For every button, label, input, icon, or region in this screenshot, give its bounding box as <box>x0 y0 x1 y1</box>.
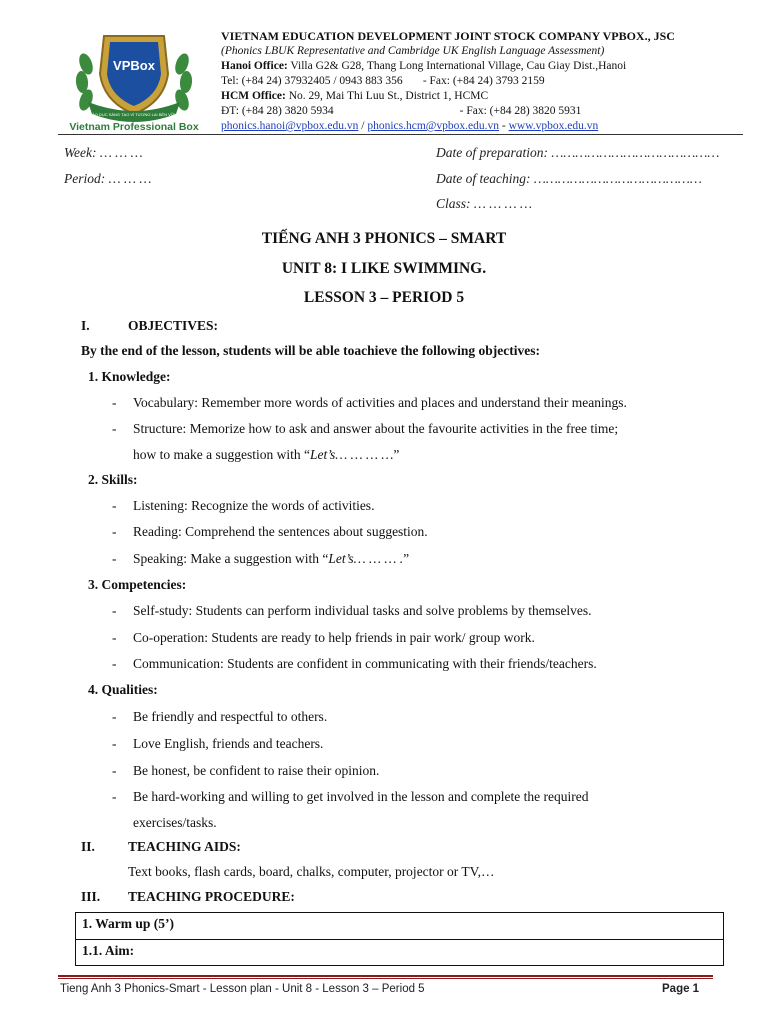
table-row <box>76 913 723 938</box>
section-number-procedure: III. <box>81 889 101 904</box>
quality-item-line2: exercises/tasks. <box>133 815 217 830</box>
quality-item: Be hard-working and willing to get involved in the lesson and complete the required <box>133 789 589 804</box>
vocabulary-item: Vocabulary: Remember more words of activities and places and understand their meanings. <box>133 395 627 410</box>
lesson-title: LESSON 3 – PERIOD 5 <box>303 289 465 306</box>
quality-item: Love English, friends and teachers. <box>133 736 324 751</box>
subject-title: TIẾNG ANH 3 PHONICS – SMART <box>261 230 507 247</box>
structure-item-line2: how to make a suggestion with “Let’s… … … …” <box>133 447 400 462</box>
date-preparation-field: Date of preparation: …………………………………… <box>436 145 720 160</box>
hanoi-contact <box>221 74 741 89</box>
company-logo <box>64 24 204 134</box>
aim-cell: 1.1. Aim: <box>82 943 135 958</box>
qualities-heading: 4. Qualities: <box>88 682 158 697</box>
quality-item: Be friendly and respectful to others. <box>133 709 328 724</box>
link-separator: - <box>499 120 509 132</box>
knowledge-heading: 1. Knowledge: <box>88 369 171 384</box>
lets-phrase: Let’s… … … . <box>328 551 404 566</box>
class-field: Class: … … … … <box>436 196 533 211</box>
competencies-heading: 3. Competencies: <box>88 577 187 592</box>
section-number-objectives: I. <box>81 318 90 333</box>
section-number-aids: II. <box>81 839 95 854</box>
website-link[interactable]: www.vpbox.edu.vn <box>508 120 599 132</box>
footer-divider-thin <box>58 978 713 979</box>
logo-caption: Vietnam Professional Box <box>69 121 199 133</box>
warm-up-cell: 1. Warm up (5’) <box>82 916 175 931</box>
speaking-item: Speaking: Make a suggestion with “Let’s… … … .” <box>133 551 410 566</box>
table-row <box>76 939 723 965</box>
listening-item: Listening: Recognize the words of activities. <box>133 498 375 513</box>
hcm-contact <box>221 104 741 119</box>
reading-item: Reading: Comprehend the sentences about suggestion. <box>133 524 428 539</box>
company-subtitle: (Phonics LBUK Representative and Cambridge UK English Language Assessment) <box>221 45 605 57</box>
company-name: VIETNAM EDUCATION DEVELOPMENT JOINT STOCK COMPANY VPBOX., JSC <box>221 29 675 43</box>
unit-title: UNIT 8: I LIKE SWIMMING. <box>281 260 487 277</box>
section-heading-objectives: OBJECTIVES: <box>128 318 219 333</box>
period-field: Period: … … … <box>64 171 152 186</box>
section-heading-procedure: TEACHING PROCEDURE: <box>128 889 295 904</box>
hanoi-label: Hanoi Office: <box>221 60 288 72</box>
logo-ribbon-text: GIÁO DỤC SÁNG TẠO VÌ TƯƠNG LAI BỀN VỮNG <box>87 112 181 117</box>
hanoi-tel: Tel: (+84 24) 37932405 / 0943 883 356 <box>221 75 403 87</box>
hcm-label: HCM Office: <box>221 90 286 102</box>
footer-title: Tieng Anh 3 Phonics-Smart - Lesson plan - Unit 8 - Lesson 3 – Period 5 <box>60 983 425 995</box>
self-study-item: Self-study: Students can perform individual tasks and solve problems by themselves. <box>133 603 592 618</box>
objectives-intro: By the end of the lesson, students will be able toachieve the following objectives: <box>81 343 540 358</box>
aids-text: Text books, flash cards, board, chalks, computer, projector or TV,… <box>128 864 495 879</box>
date-teaching-field: Date of teaching: …………………………………… <box>436 171 702 186</box>
link-separator: / <box>358 120 368 132</box>
quality-item: Be honest, be confident to raise their opinion. <box>133 763 380 778</box>
company-header <box>221 29 741 134</box>
email-hcm-link[interactable]: phonics.hcm@vpbox.edu.vn <box>367 120 500 132</box>
contact-links <box>221 119 741 134</box>
communication-item: Communication: Students are confident in communicating with their friends/teachers. <box>133 656 597 671</box>
lets-phrase: Let’s… … … … <box>309 447 394 462</box>
hcm-address: No. 29, Mai Thi Luu St., District 1, HCMC <box>285 90 489 102</box>
structure-item: Structure: Memorize how to ask and answer about the favourite activities in the free time; <box>133 421 619 436</box>
procedure-table <box>75 912 724 966</box>
email-hanoi-link[interactable]: phonics.hanoi@vpbox.edu.vn <box>221 120 359 132</box>
hanoi-office <box>221 59 741 74</box>
hcm-fax: - Fax: (+84 28) 3820 5931 <box>459 105 582 117</box>
section-heading-aids: TEACHING AIDS: <box>128 839 241 854</box>
hcm-tel: ĐT: (+84 28) 3820 5934 <box>221 105 334 117</box>
footer-divider <box>58 975 713 977</box>
skills-heading: 2. Skills: <box>88 472 138 487</box>
week-field: Week: … … … <box>64 145 143 160</box>
hanoi-fax: - Fax: (+84 24) 3793 2159 <box>422 75 545 87</box>
hcm-office <box>221 89 741 104</box>
hanoi-address: Villa G2& G28, Thang Long International Village, Cau Giay Dist.,Hanoi <box>287 60 627 72</box>
page-number: Page 1 <box>662 983 700 995</box>
logo-mark-text: VPBox <box>113 58 155 73</box>
cooperation-item: Co-operation: Students are ready to help friends in pair work/ group work. <box>133 630 535 645</box>
header-divider <box>58 134 743 135</box>
